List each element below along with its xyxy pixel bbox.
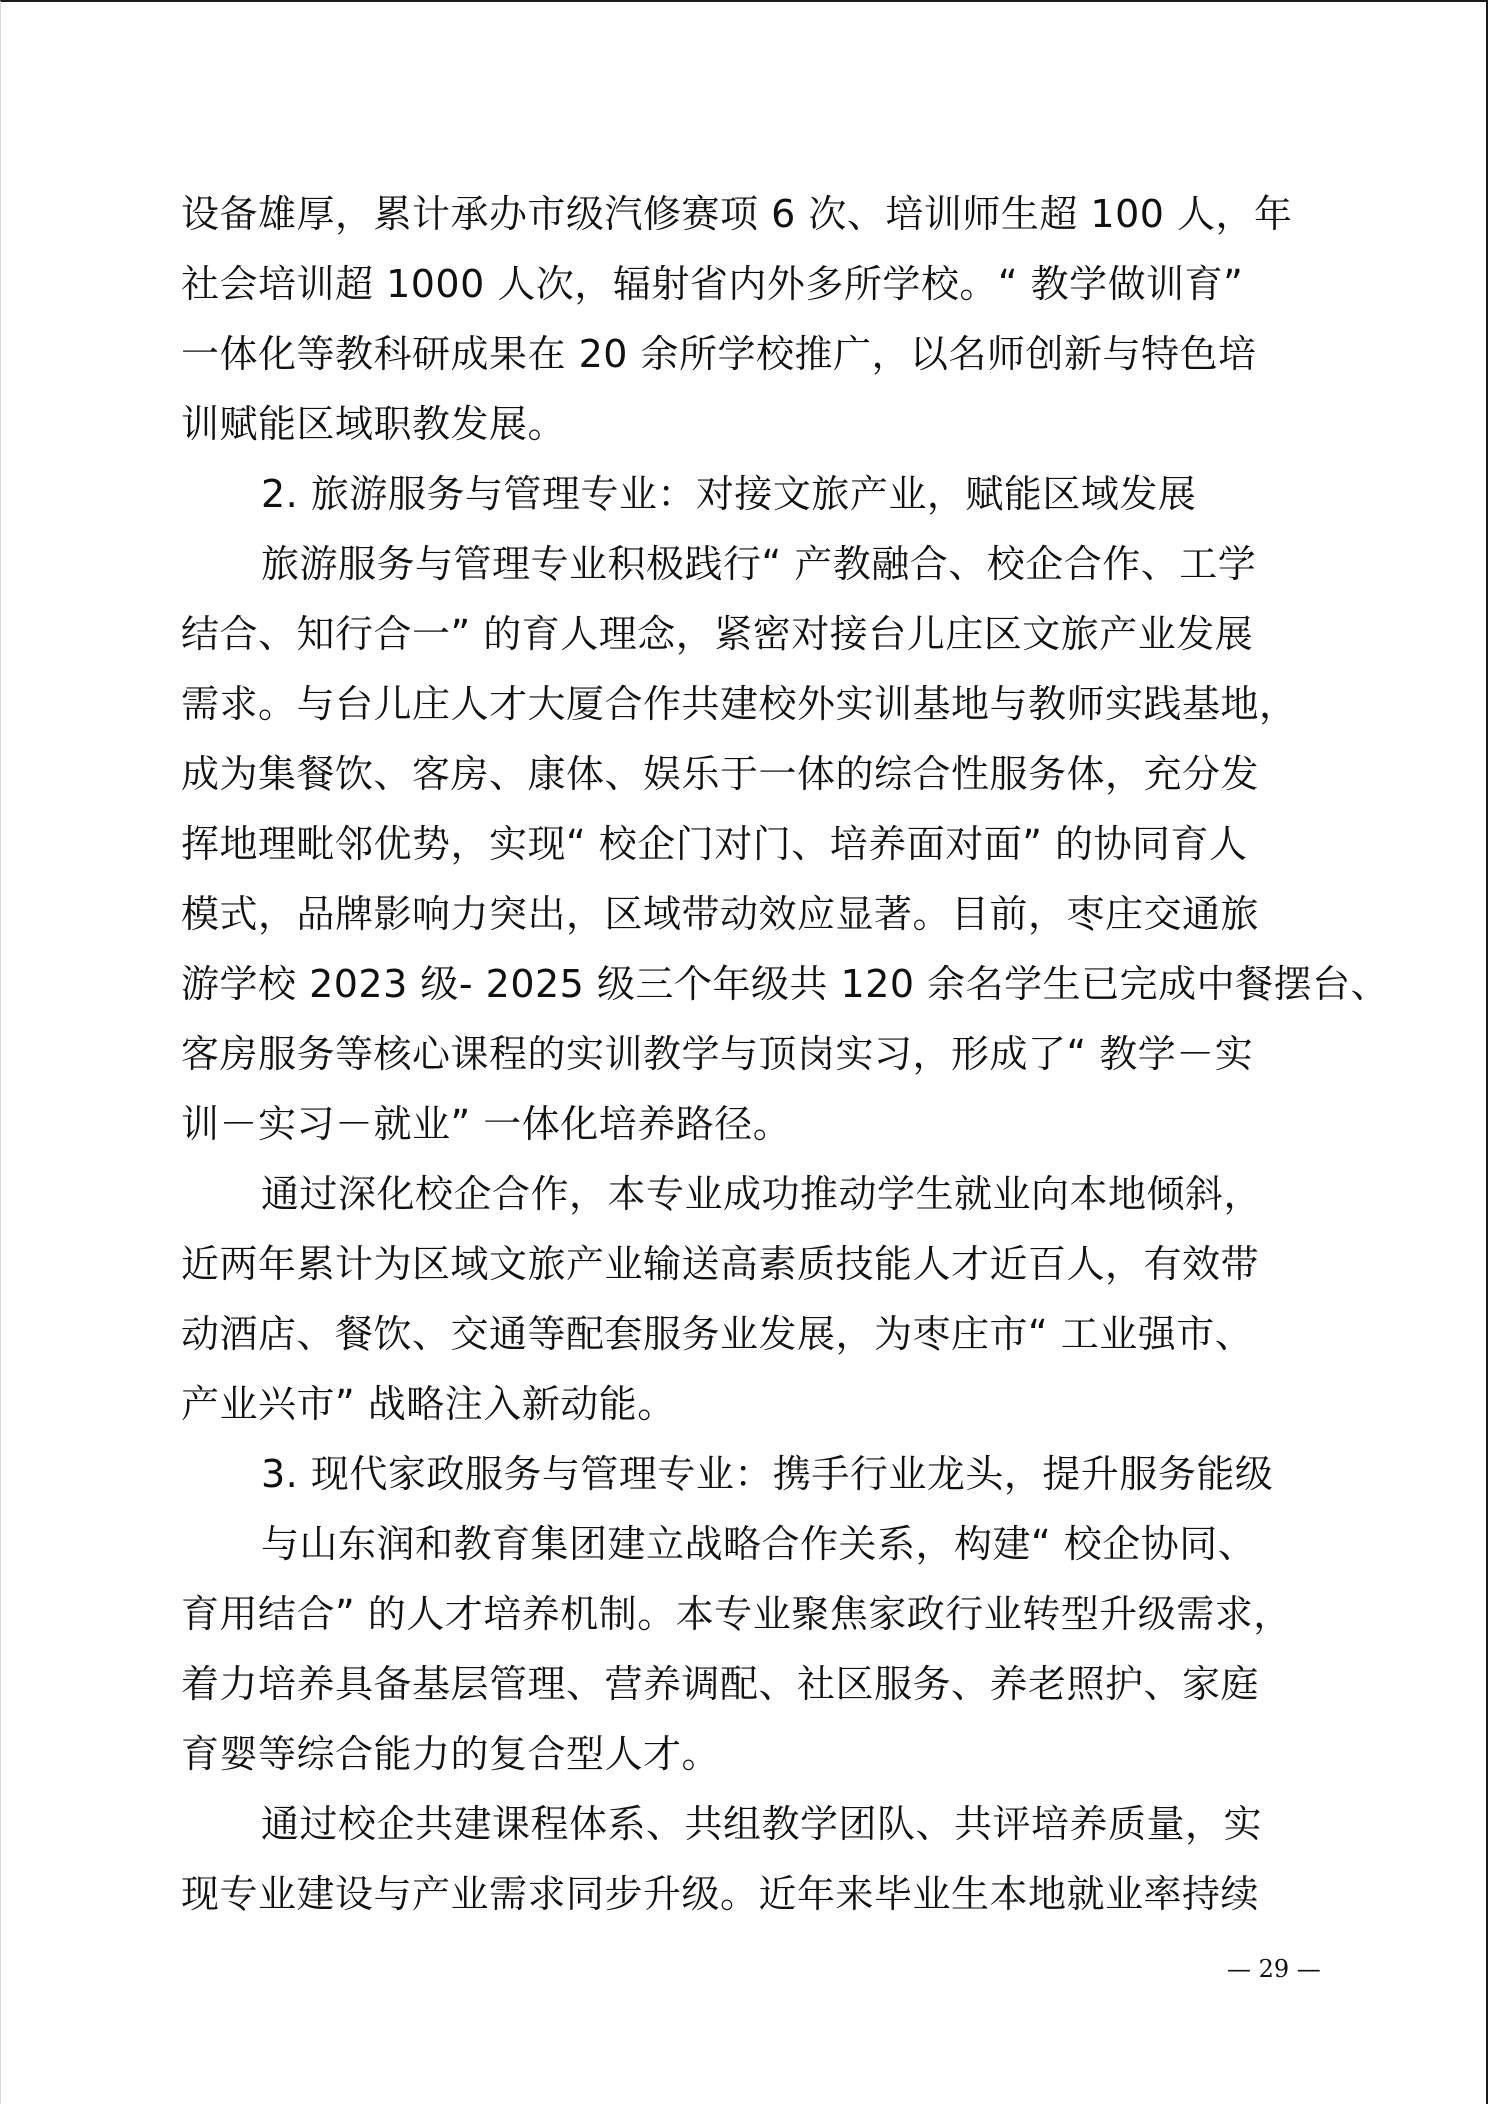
- text-line-23: 育婴等综合能力的复合型人才。: [181, 1732, 721, 1776]
- text-line-20: 与山东润和教育集团建立战略合作关系，构建“ 校企协同、: [261, 1522, 1257, 1566]
- text-line-17: 动酒店、餐饮、交通等配套服务业发展，为枣庄市“ 工业强市、: [181, 1312, 1254, 1356]
- text-line-25: 现专业建设与产业需求同步升级。近年来毕业生本地就业率持续: [181, 1872, 1260, 1916]
- page-number: — 29 —: [1227, 1955, 1321, 1983]
- text-line-18: 产业兴市” 战略注入新动能。: [181, 1382, 676, 1426]
- text-line-14: 训－实习－就业” 一体化培养路径。: [181, 1102, 792, 1146]
- section-heading-housekeeping: 3. 现代家政服务与管理专业：携手行业龙头，提升服务能级: [261, 1452, 1274, 1496]
- text-line-21: 育用结合” 的人才培养机制。本专业聚焦家政行业转型升级需求，: [181, 1592, 1292, 1636]
- section-heading-tourism: 2. 旅游服务与管理专业：对接文旅产业，赋能区域发展: [261, 472, 1197, 516]
- text-line-4: 训赋能区域职教发展。: [181, 402, 567, 446]
- text-line-6: 旅游服务与管理专业积极践行“ 产教融合、校企合作、工学: [261, 542, 1257, 586]
- text-line-1: 设备雄厚，累计承办市级汽修赛项 6 次、培训师生超 100 人，年: [181, 192, 1293, 236]
- text-line-11: 模式，品牌影响力突出，区域带动效应显著。目前，枣庄交通旅: [181, 892, 1260, 936]
- text-line-12: 游学校 2023 级- 2025 级三个年级共 120 余名学生已完成中餐摆台、: [181, 962, 1390, 1006]
- text-line-8: 需求。与台儿庄人才大厦合作共建校外实训基地与教师实践基地，: [181, 682, 1298, 726]
- text-line-3: 一体化等教科研成果在 20 余所学校推广，以名师创新与特色培: [181, 332, 1257, 376]
- text-line-15: 通过深化校企合作，本专业成功推动学生就业向本地倾斜，: [261, 1172, 1263, 1216]
- text-line-2: 社会培训超 1000 人次，辐射省内外多所学校。“ 教学做训育”: [181, 262, 1244, 306]
- body-text: [181, 179, 1390, 1929]
- text-line-22: 着力培养具备基层管理、营养调配、社区服务、养老照护、家庭: [181, 1662, 1260, 1706]
- text-line-7: 结合、知行合一” 的育人理念，紧密对接台儿庄区文旅产业发展: [181, 612, 1254, 656]
- text-line-24: 通过校企共建课程体系、共组教学团队、共评培养质量，实: [261, 1802, 1263, 1846]
- text-line-10: 挥地理毗邻优势，实现“ 校企门对门、培养面对面” 的协同育人: [181, 822, 1248, 866]
- text-line-16: 近两年累计为区域文旅产业输送高素质技能人才近百人，有效带: [181, 1242, 1260, 1286]
- text-line-9: 成为集餐饮、客房、康体、娱乐于一体的综合性服务体，充分发: [181, 752, 1260, 796]
- text-line-13: 客房服务等核心课程的实训教学与顶岗实习，形成了“ 教学－实: [181, 1032, 1254, 1076]
